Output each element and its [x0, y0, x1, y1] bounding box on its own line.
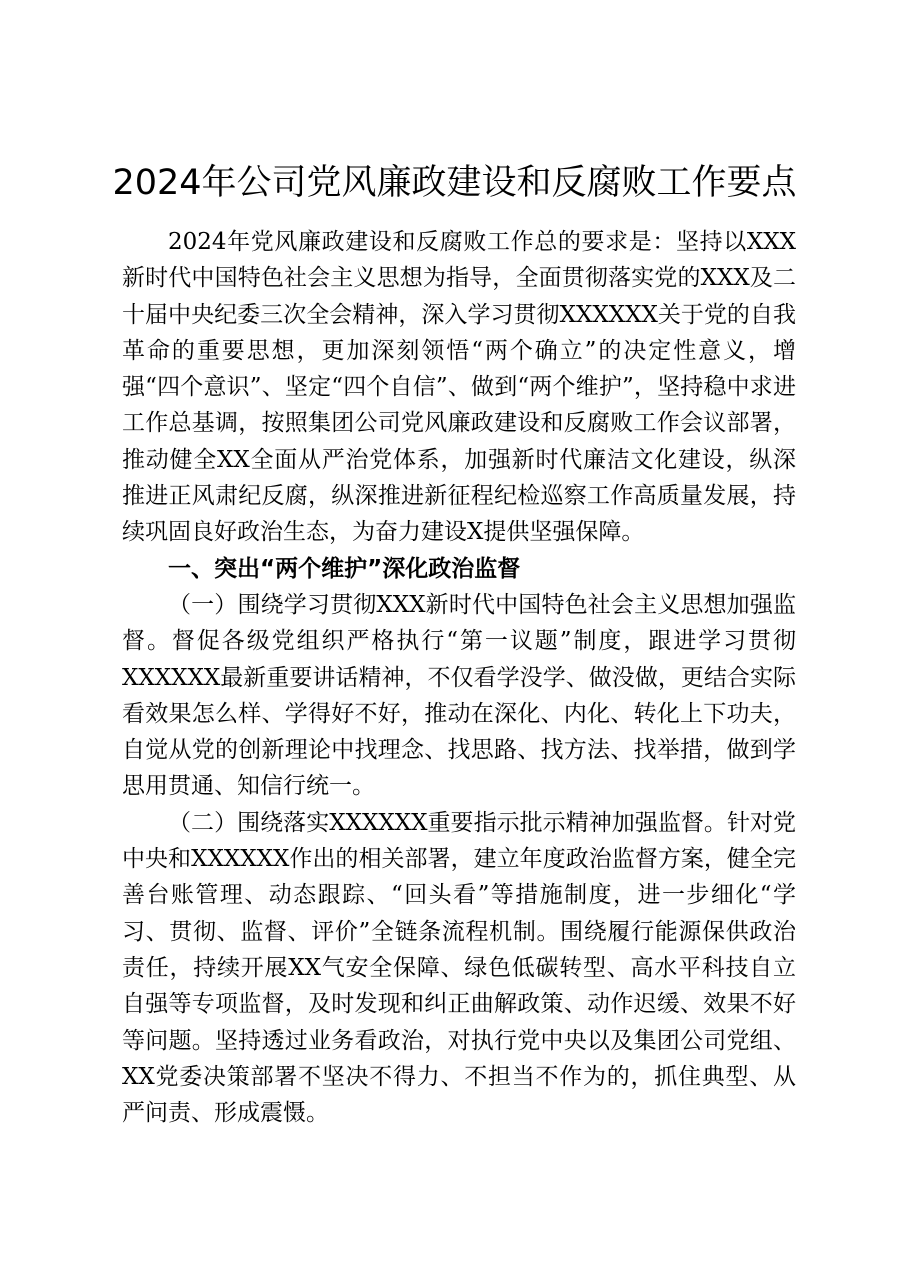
item-text-2: 针对党中央和XXXXXX作出的相关部署，建立年度政治监督方案，健全完善台账管理、动态跟踪、“回头看”等措施制度，进一步细化“学习、贯彻、监督、评价”全链条流程机制。围绕履行能源保供政治责任，持续开展XX气安全保障、绿色低碳转型、高水平科技自立自强等专项监督，及时发现和纠正曲解政策、动作迟缓、效果不好等问题。坚持透过业务看政治，对执行党中央以及集团公司党组、XX党委决策部署不坚决不得力、不担当不作为的，抓住典型、从严问责、形成震慑。: [122, 809, 797, 1127]
document-title: 2024年公司党风廉政建设和反腐败工作要点: [112, 163, 797, 203]
intro-paragraph: 2024年党风廉政建设和反腐败工作总的要求是：坚持以XXX新时代中国特色社会主义思想为指导，全面贯彻落实党的XXX及二十届中央纪委三次全会精神，深入学习贯彻XXXXXX关于党的自我革命的重要思想，更加深刻领悟“两个确立”的决定性意义，增强“四个意识”、坚定“四个自信”、做到“两个维护”，坚持稳中求进工作总基调，按照集团公司党风廉政建设和反腐败工作会议部署，推动健全XX全面从严治党体系，加强新时代廉洁文化建设，纵深推进正风肃纪反腐，纵深推进新征程纪检巡察工作高质量发展，持续巩固良好政治生态，为奋力建设X提供坚强保障。: [122, 229, 796, 546]
item-text-1: 督促各级党组织严格执行“第一议题”制度，跟进学习贯彻XXXXXX最新重要讲话精神，不仅看学没学、做没做，更结合实际看效果怎么样、学得好不好，推动在深化、内化、转化上下功夫，自觉从党的创新理论中找理念、找思路、找方法、找举措，做到学思用贯通、知信行统一。: [122, 628, 796, 800]
section-heading: 一、突出“两个维护”深化政治监督: [168, 555, 521, 582]
item-paragraph-1: [122, 587, 796, 805]
item-lead-1: （一）围绕学习贯彻XXX新时代中国特色社会主义思想加强监督。: [122, 591, 796, 655]
item-paragraph-2: [122, 805, 796, 1132]
item-lead-2: （二）围绕落实XXXXXX重要指示批示精神加强监督。: [168, 809, 727, 836]
document-body: [122, 224, 796, 1131]
